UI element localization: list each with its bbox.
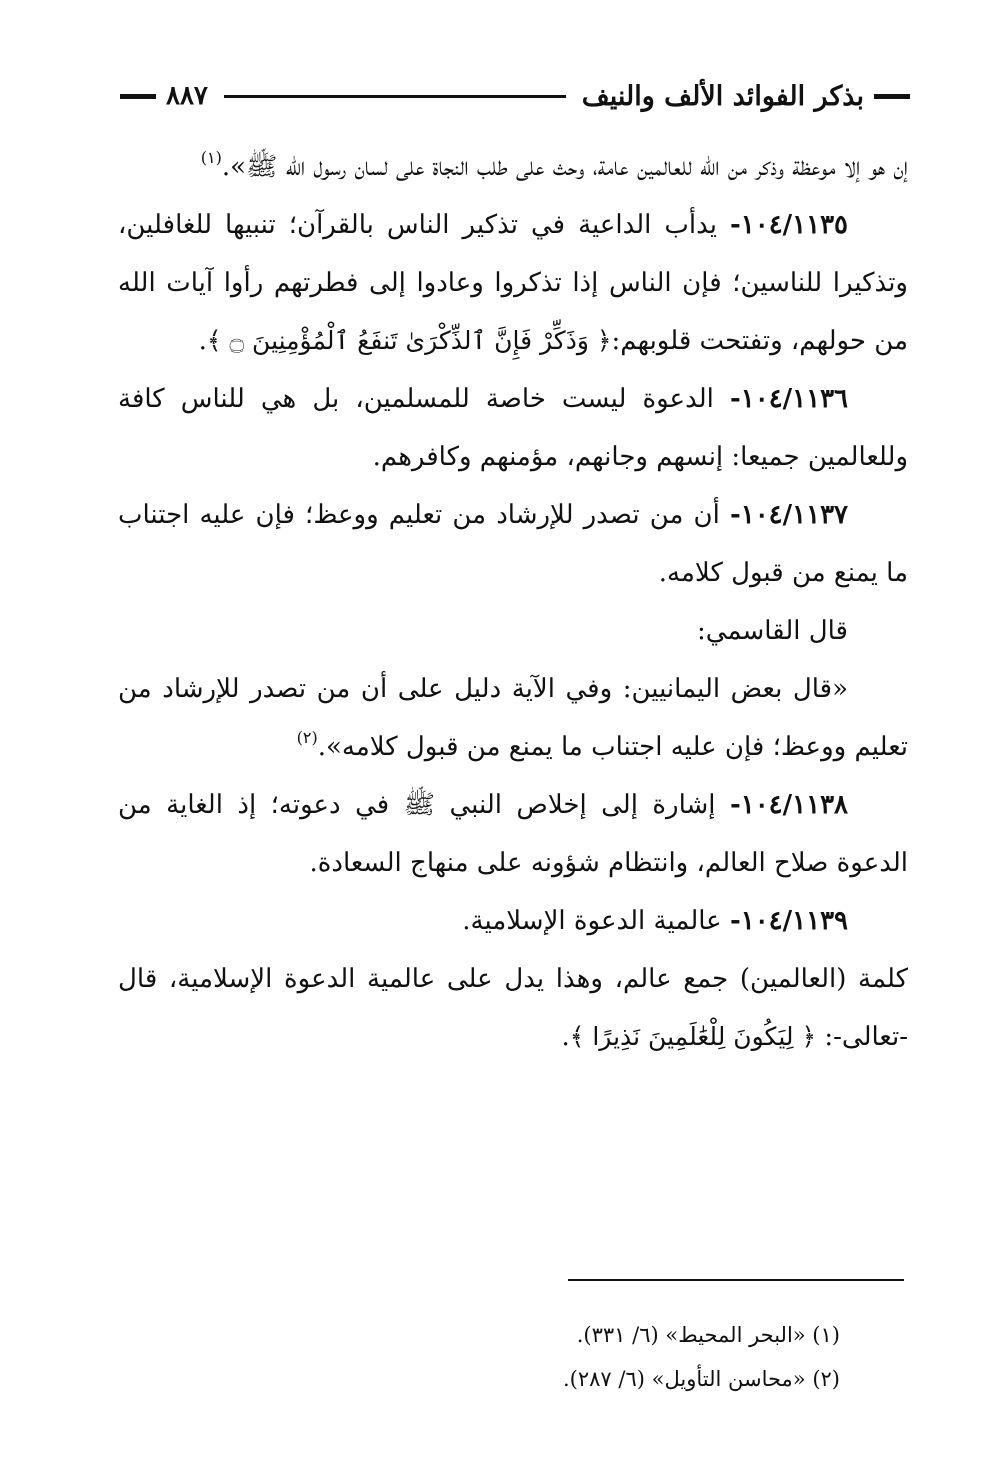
paragraph-1137: ١٠٤/١١٣٧- أن من تصدر للإرشاد من تعليم ووعظ؛ فإن عليه اجتناب ما يمنع من قبول كلامه. <box>118 500 908 588</box>
paragraph-1136: ١٠٤/١١٣٦- الدعوة ليست خاصة للمسلمين، بل هي للناس كافة وللعالمين جميعا: إنسهم وجانهم، مؤمنهم وكافرهم. <box>118 384 908 472</box>
item-number: ١٠٤/١١٣٨- <box>729 790 848 820</box>
quran-verse: ﴿ لِيَكُونَ لِلْعَٰلَمِينَ نَذِيرًا ﴾ <box>569 1022 817 1051</box>
footnotes <box>400 1313 840 1401</box>
quran-verse: ﴿ وَذَكِّرْ فَإِنَّ ٱلذِّكْرَىٰ تَنفَعُ ٱلْمُؤْمِنِينَ ۝ ﴾ <box>206 326 612 355</box>
paragraph-quote: «قال بعض اليمانيين: وفي الآية دليل على أن من تصدر للإرشاد من تعليم ووعظ؛ فإن عليه اجتناب ما يمنع من قبول كلامه».$^{(٢)}$ <box>118 674 908 762</box>
paragraph-1139: ١٠٤/١١٣٩- عالمية الدعوة الإسلامية. <box>462 906 848 936</box>
paragraph-qasimi-label: قال القاسمي: <box>697 616 848 646</box>
page-body <box>118 138 908 1066</box>
paragraph-1138: ١٠٤/١١٣٨- إشارة إلى إخلاص النبي ﷺ في دعوته؛ إذ الغاية من الدعوة صلاح العالم، وانتظام شؤونه على منهاج السعادة. <box>118 790 908 878</box>
item-number: ١٠٤/١١٣٥- <box>729 210 849 240</box>
header-dash-right <box>874 94 910 99</box>
footnote-2: (٢) «محاسن التأويل» (٦/ ٢٨٧). <box>563 1367 840 1391</box>
item-number: ١٠٤/١١٣٦- <box>729 384 849 414</box>
header-rule <box>224 95 566 98</box>
item-number: ١٠٤/١١٣٧- <box>729 500 848 530</box>
header-dash-left <box>120 94 156 99</box>
footnote-ref-2: (٢) <box>296 728 318 747</box>
paragraph-1135: ١٠٤/١١٣٥- يدأب الداعية في تذكير الناس بالقرآن؛ تنبيها للغافلين، وتذكيرا للناسين؛ فإن الناس إذا تذكروا وعادوا إلى فطرتهم رأوا آيات الله من حولهم، وتفتحت قلوبهم:﴿ وَذَكِّرْ فَإِنَّ ٱلذِّكْرَىٰ تَنفَعُ ٱلْمُؤْمِنِينَ ۝ ﴾. <box>118 210 908 356</box>
footnote-separator <box>568 1279 904 1281</box>
footnote-ref-1: (١) <box>200 148 222 167</box>
running-title: بذكر الفوائد الألف والنيف <box>581 80 864 112</box>
footnote-1: (١) «البحر المحيط» (٦/ ٣٣١). <box>576 1323 840 1347</box>
page-number: ٨٨٧ <box>166 81 208 111</box>
paragraph-alamin: كلمة (العالمين) جمع عالم، وهذا يدل على عالمية الدعوة الإسلامية، قال -تعالى-: ﴿ لِيَكُونَ لِلْعَٰلَمِينَ نَذِيرًا ﴾. <box>118 964 908 1052</box>
item-number: ١٠٤/١١٣٩- <box>729 906 848 936</box>
paragraph-intro: إن هو إلا موعظة وذكر من الله للعالمين عامة، وحث على طلب النجاة على لسان رسول الله ﷺ».$^{(١)}$ <box>200 148 908 182</box>
page-header <box>120 74 910 118</box>
